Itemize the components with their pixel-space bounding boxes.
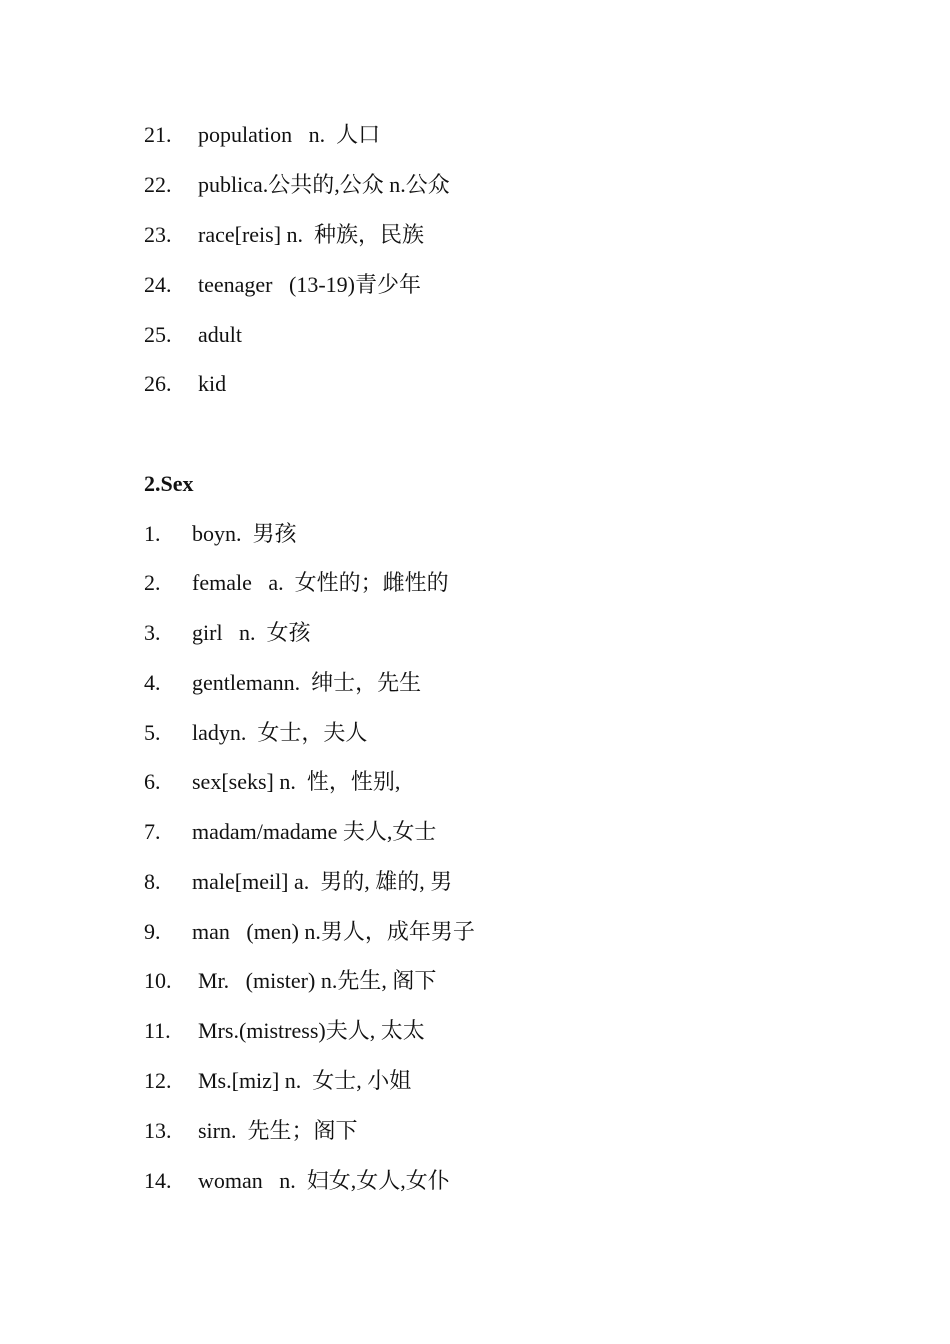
item-text: sirn. 先生；阁下 bbox=[198, 1118, 358, 1143]
list-item bbox=[144, 1118, 358, 1144]
item-number: 11. bbox=[144, 1018, 171, 1043]
item-number: 25. bbox=[144, 322, 172, 347]
item-text: sex[seks] n. 性，性别, bbox=[192, 769, 401, 794]
item-text: woman n. 妇女,女人,女仆 bbox=[198, 1168, 450, 1193]
list-item bbox=[144, 968, 436, 994]
item-text: madam/madame 夫人,女士 bbox=[192, 819, 437, 844]
item-number: 23. bbox=[144, 222, 172, 247]
item-text: male[meil] a. 男的, 雄的, 男 bbox=[192, 869, 453, 894]
item-text: teenager (13-19)青少年 bbox=[198, 272, 421, 297]
item-text: girl n. 女孩 bbox=[192, 620, 311, 645]
item-text: boyn. 男孩 bbox=[192, 521, 297, 546]
list-item bbox=[144, 322, 242, 348]
item-number: 4. bbox=[144, 670, 161, 695]
item-number: 9. bbox=[144, 919, 161, 944]
item-text: Mr. (mister) n.先生, 阁下 bbox=[198, 968, 437, 993]
item-number: 10. bbox=[144, 968, 172, 993]
list-item bbox=[144, 670, 421, 696]
item-number: 7. bbox=[144, 819, 161, 844]
item-text: Mrs.(mistress)夫人, 太太 bbox=[198, 1018, 425, 1043]
item-text: man (men) n.男人，成年男子 bbox=[192, 919, 475, 944]
list-item bbox=[144, 222, 424, 248]
item-text: race[reis] n. 种族，民族 bbox=[198, 222, 425, 247]
item-number: 26. bbox=[144, 371, 172, 396]
list-item bbox=[144, 122, 380, 148]
item-text: Ms.[miz] n. 女士, 小姐 bbox=[198, 1068, 412, 1093]
list-item bbox=[144, 819, 436, 845]
item-number: 13. bbox=[144, 1118, 172, 1143]
item-text: female a. 女性的；雌性的 bbox=[192, 570, 449, 595]
item-number: 21. bbox=[144, 122, 172, 147]
item-number: 8. bbox=[144, 869, 161, 894]
list-item bbox=[144, 620, 311, 646]
item-text: kid bbox=[198, 371, 227, 396]
item-number: 22. bbox=[144, 172, 172, 197]
list-item bbox=[144, 720, 367, 746]
item-text: ladyn. 女士，夫人 bbox=[192, 720, 368, 745]
list-item bbox=[144, 371, 226, 397]
item-text: adult bbox=[198, 322, 242, 347]
list-item bbox=[144, 172, 450, 198]
list-item bbox=[144, 869, 452, 895]
list-item bbox=[144, 1168, 450, 1194]
item-number: 6. bbox=[144, 769, 161, 794]
list-item bbox=[144, 570, 449, 596]
item-text: population n. 人口 bbox=[198, 122, 381, 147]
section-heading: 2.Sex bbox=[144, 471, 194, 496]
item-number: 14. bbox=[144, 1168, 172, 1193]
item-number: 5. bbox=[144, 720, 161, 745]
list-item bbox=[144, 521, 297, 547]
item-text: gentlemann. 绅士，先生 bbox=[192, 670, 422, 695]
item-number: 1. bbox=[144, 521, 161, 546]
item-number: 3. bbox=[144, 620, 161, 645]
list-item bbox=[144, 1068, 411, 1094]
item-number: 24. bbox=[144, 272, 172, 297]
item-number: 12. bbox=[144, 1068, 172, 1093]
item-number: 2. bbox=[144, 570, 161, 595]
list-item bbox=[144, 919, 475, 945]
item-text: publica.公共的,公众 n.公众 bbox=[198, 172, 450, 197]
list-item bbox=[144, 769, 400, 795]
list-item bbox=[144, 272, 421, 298]
list-item bbox=[144, 1018, 425, 1044]
